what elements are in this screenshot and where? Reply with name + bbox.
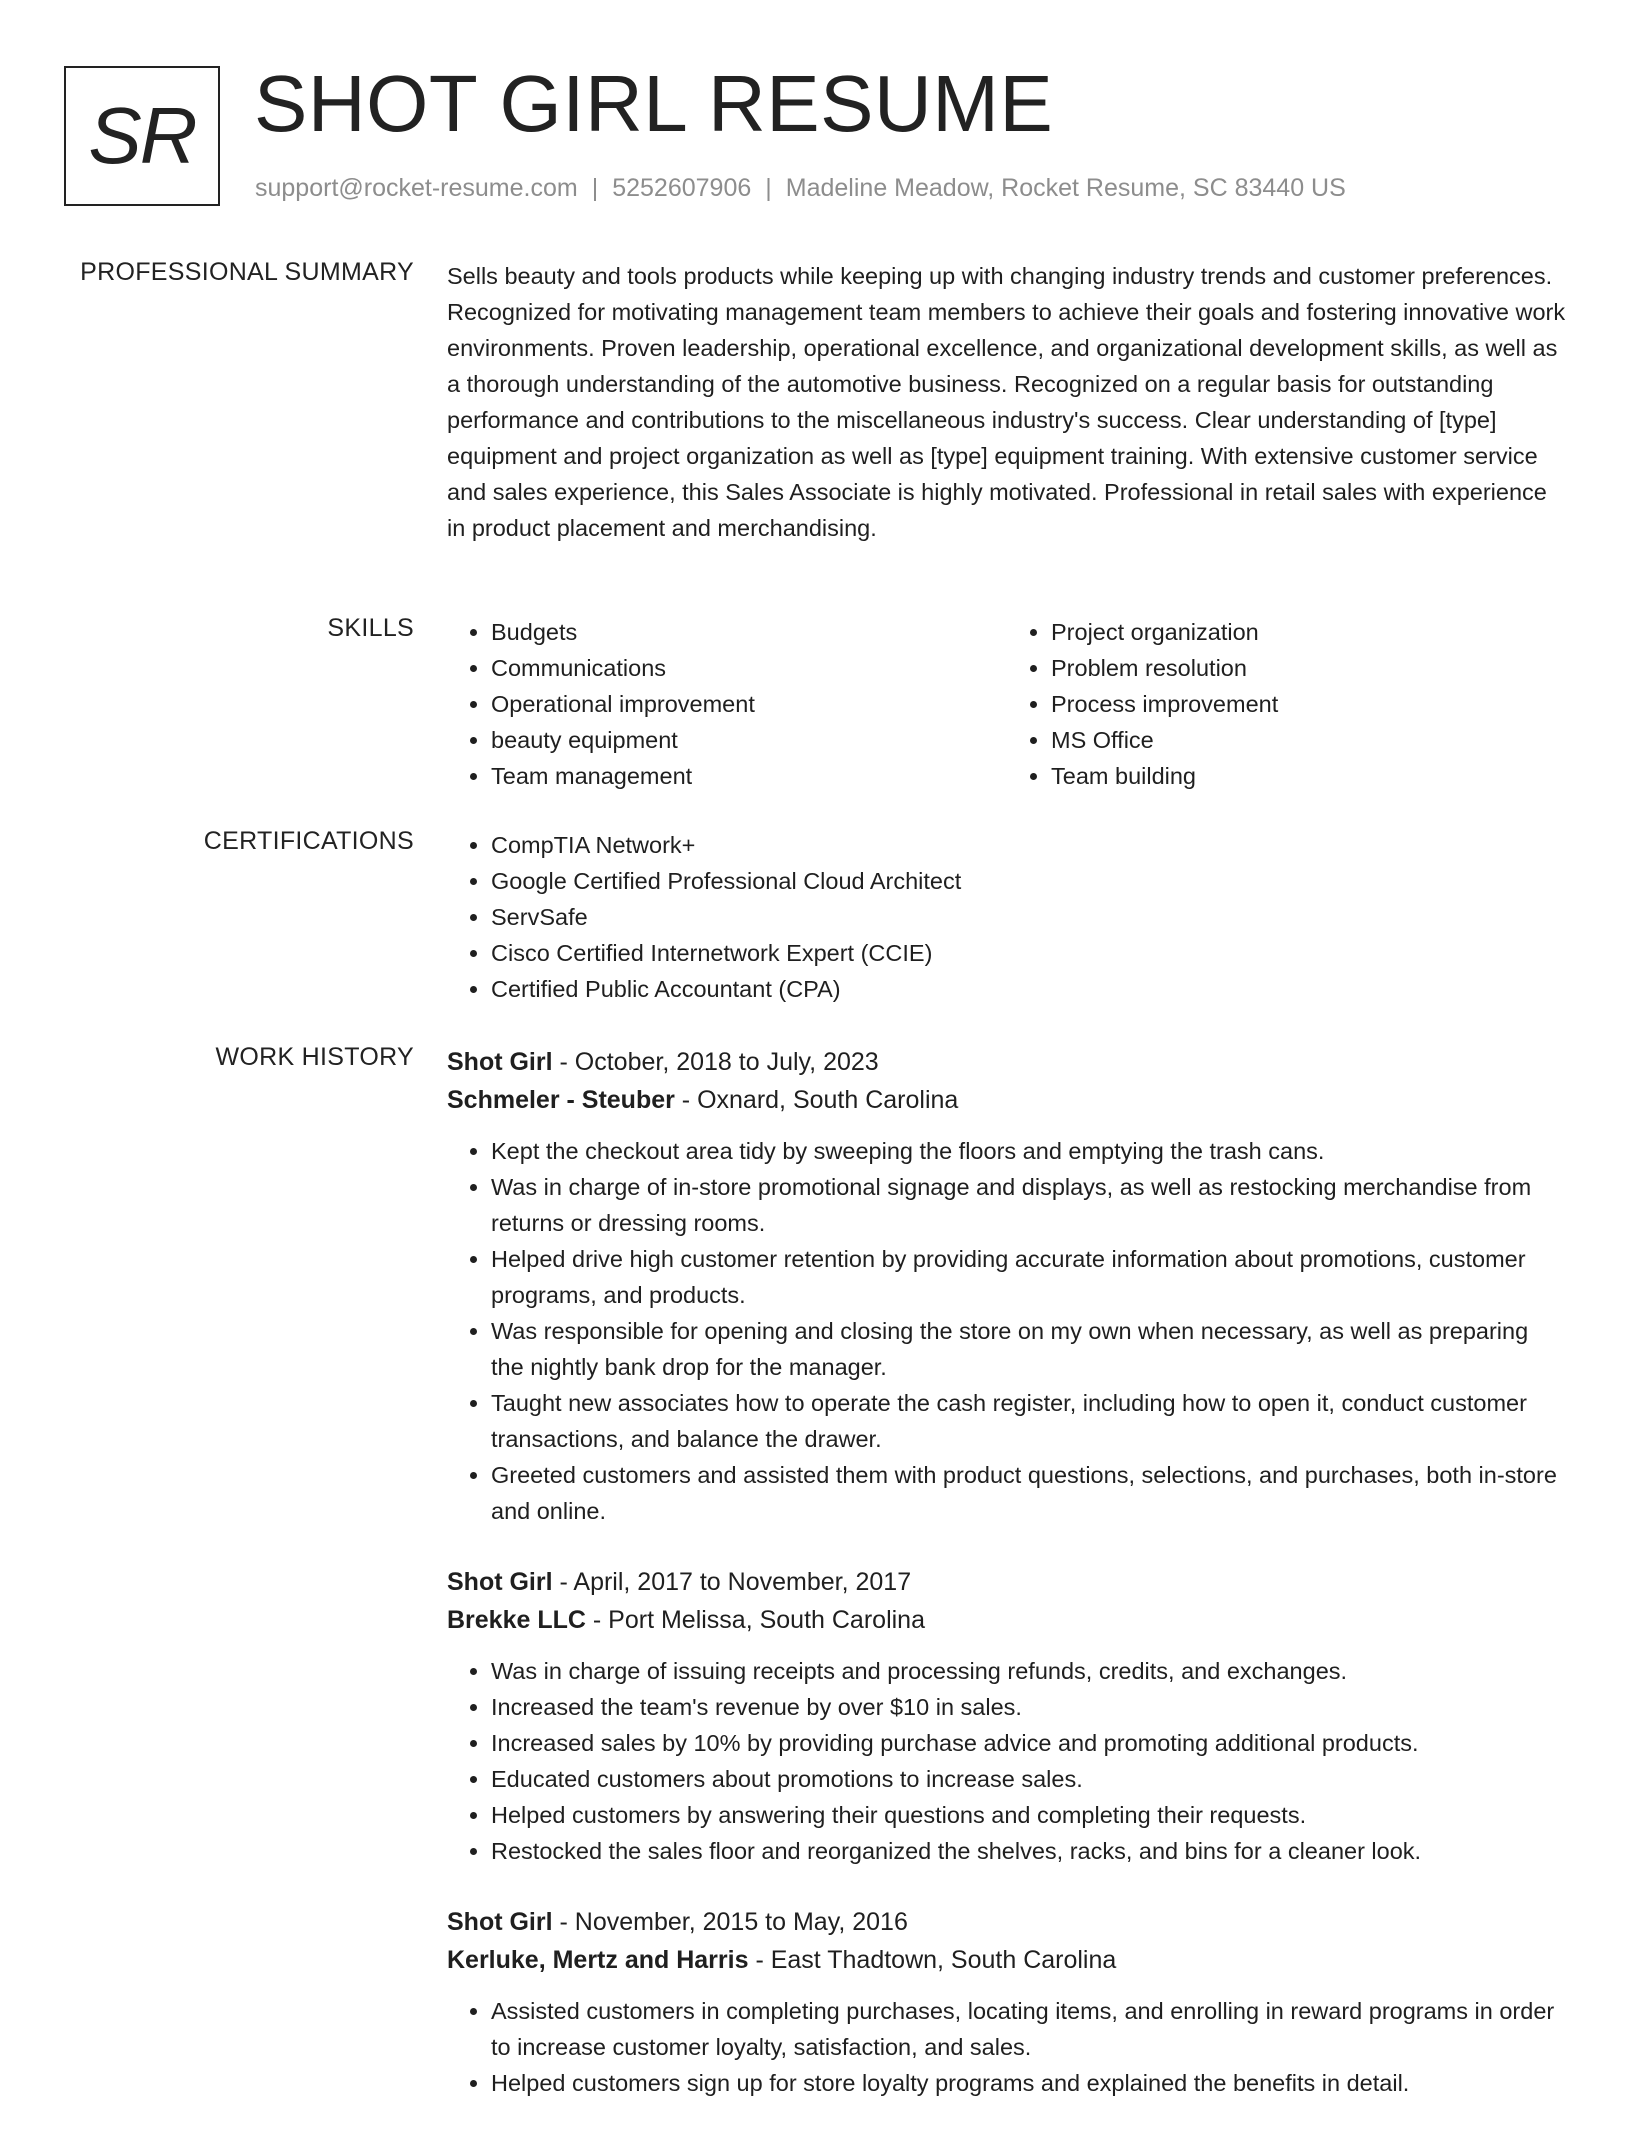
job-title: Shot Girl xyxy=(447,1568,553,1596)
certification-item: • Google Certified Professional Cloud Architect xyxy=(491,863,1567,899)
contact-address: Madeline Meadow, Rocket Resume, SC 83440 US xyxy=(785,174,1346,202)
job-duty: • Was in charge of in-store promotional signage and displays, as well as restocking merchandise from returns or dressing rooms. xyxy=(491,1169,1567,1241)
monogram-text: SR xyxy=(88,91,196,180)
contact-line xyxy=(255,174,1346,203)
job-duty: • Was responsible for opening and closing the store on my own when necessary, as well as preparing the nightly bank drop for the manager. xyxy=(491,1313,1567,1385)
job-location: - Port Melissa, South Carolina xyxy=(585,1606,925,1634)
job-duty: • Restocked the sales floor and reorganized the shelves, racks, and bins for a cleaner look. xyxy=(491,1833,1567,1869)
summary-body xyxy=(447,258,1567,546)
job-entry xyxy=(447,1043,1567,1529)
job-dates: - April, 2017 to November, 2017 xyxy=(552,1568,912,1596)
contact-phone: 5252607906 xyxy=(612,174,752,202)
skill-item: • Problem resolution xyxy=(1051,650,1567,686)
job-duty: • Taught new associates how to operate the cash register, including how to open it, conduct customer transactions, and balance the drawer. xyxy=(491,1385,1567,1457)
job-duty: • Assisted customers in completing purchases, locating items, and enrolling in reward programs in order to increase customer loyalty, satisfaction, and sales. xyxy=(491,1993,1567,2065)
job-location: - Oxnard, South Carolina xyxy=(674,1086,959,1114)
job-duties-list xyxy=(447,1133,1567,1529)
work-history-body xyxy=(447,1043,1567,2135)
contact-separator: | xyxy=(765,174,772,202)
job-company: Brekke LLC xyxy=(447,1606,586,1634)
skills-list-right xyxy=(1007,614,1567,794)
section-label-work-history: WORK HISTORY xyxy=(215,1043,414,1071)
job-duty: • Kept the checkout area tidy by sweeping the floors and emptying the trash cans. xyxy=(491,1133,1567,1169)
skill-item: • MS Office xyxy=(1051,722,1567,758)
skill-item: • Operational improvement xyxy=(491,686,1007,722)
job-company-line xyxy=(447,1081,1567,1119)
job-company: Schmeler - Steuber xyxy=(447,1086,675,1114)
job-entry xyxy=(447,1563,1567,1869)
job-title: Shot Girl xyxy=(447,1048,553,1076)
skill-item: • Project organization xyxy=(1051,614,1567,650)
job-title-line xyxy=(447,1903,1567,1941)
job-title-line xyxy=(447,1563,1567,1601)
section-label-certifications: CERTIFICATIONS xyxy=(203,827,414,855)
skills-list-left xyxy=(447,614,1007,794)
summary-text: Sells beauty and tools products while keeping up with changing industry trends and customer preferences. Recognized for motivating management team members to achieve their goals and fostering innovative work environments. Proven leadership, operational excellence, and organizational development skills, as well as a thorough understanding of the automotive business. Recognized on a regular basis for outstanding performance and contributions to the miscellaneous industry's success. Clear understanding of [type] equipment and project organization as well as [type] equipment training. With extensive customer service and sales experience, this Sales Associate is highly motivated. Professional in retail sales with experience in product placement and merchandising. xyxy=(447,263,1566,541)
resume-title: SHOT GIRL RESUME xyxy=(254,59,1054,148)
skill-item: • Communications xyxy=(491,650,1007,686)
job-duties-list xyxy=(447,1993,1567,2101)
job-title-line xyxy=(447,1043,1567,1081)
certification-item: • ServSafe xyxy=(491,899,1567,935)
job-duty: • Helped customers by answering their questions and completing their requests. xyxy=(491,1797,1567,1833)
job-company-line xyxy=(447,1941,1567,1979)
job-duty: • Was in charge of issuing receipts and processing refunds, credits, and exchanges. xyxy=(491,1653,1567,1689)
certification-item: • Cisco Certified Internetwork Expert (CCIE) xyxy=(491,935,1567,971)
section-label-summary: PROFESSIONAL SUMMARY xyxy=(80,258,414,286)
job-duty: • Increased sales by 10% by providing purchase advice and promoting additional products. xyxy=(491,1725,1567,1761)
job-duty: • Educated customers about promotions to increase sales. xyxy=(491,1761,1567,1797)
job-dates: - October, 2018 to July, 2023 xyxy=(552,1048,879,1076)
skill-item: • Team building xyxy=(1051,758,1567,794)
job-company: Kerluke, Mertz and Harris xyxy=(447,1946,749,1974)
skills-grid xyxy=(447,614,1567,794)
job-entry xyxy=(447,1903,1567,2101)
certifications-body xyxy=(447,827,1567,1007)
job-location: - East Thadtown, South Carolina xyxy=(748,1946,1117,1974)
contact-separator: | xyxy=(591,174,599,202)
skill-item: • Process improvement xyxy=(1051,686,1567,722)
job-duty: • Helped drive high customer retention by providing accurate information about promotions, customer programs, and products. xyxy=(491,1241,1567,1313)
job-duty: • Increased the team's revenue by over $10 in sales. xyxy=(491,1689,1567,1725)
job-company-line xyxy=(447,1601,1567,1639)
job-dates: - November, 2015 to May, 2016 xyxy=(552,1908,908,1936)
monogram-badge xyxy=(64,66,220,206)
certification-item: • Certified Public Accountant (CPA) xyxy=(491,971,1567,1007)
skills-body xyxy=(447,614,1567,794)
skill-item: • Budgets xyxy=(491,614,1007,650)
contact-email: support@rocket-resume.com xyxy=(255,174,578,202)
section-label-skills: SKILLS xyxy=(327,614,414,642)
certification-item: • CompTIA Network+ xyxy=(491,827,1567,863)
skill-item: • Team management xyxy=(491,758,1007,794)
skill-item: • beauty equipment xyxy=(491,722,1007,758)
job-duty: • Helped customers sign up for store loyalty programs and explained the benefits in detail. xyxy=(491,2065,1567,2101)
job-duties-list xyxy=(447,1653,1567,1869)
certifications-list xyxy=(447,827,1567,1007)
job-title: Shot Girl xyxy=(447,1908,553,1936)
job-duty: • Greeted customers and assisted them with product questions, selections, and purchases, both in-store and online. xyxy=(491,1457,1567,1529)
